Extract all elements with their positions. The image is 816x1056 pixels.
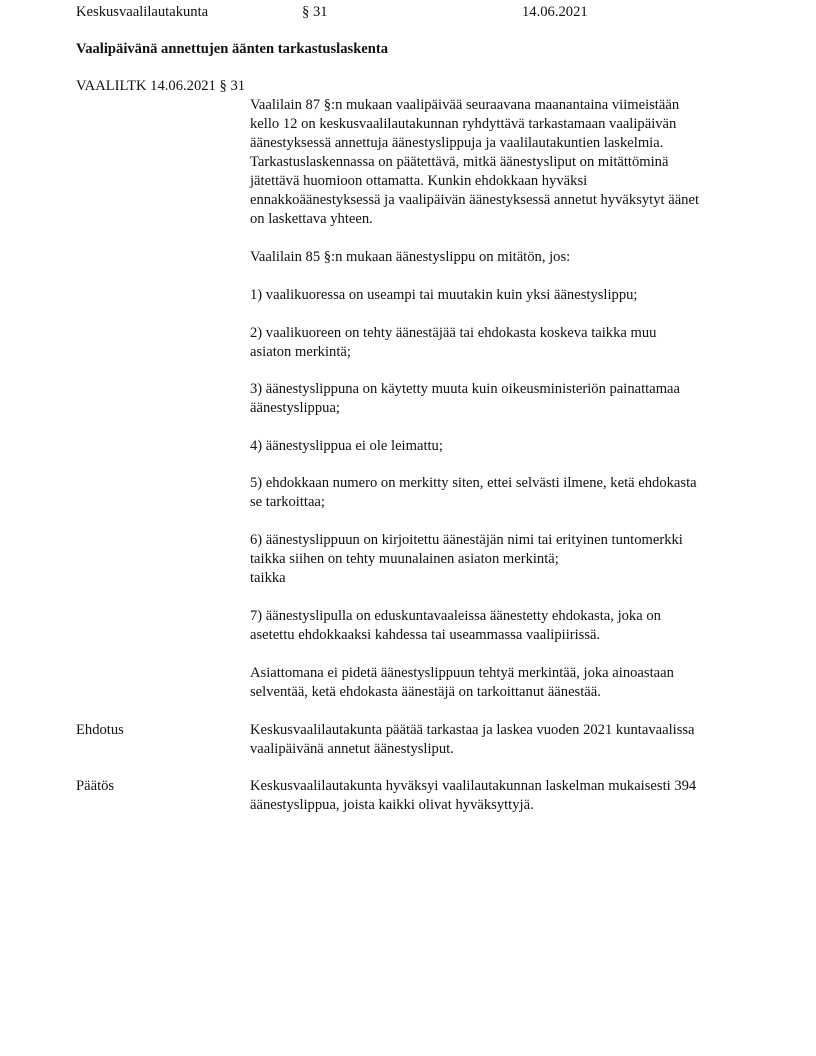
body-paragraph xyxy=(250,324,656,362)
text-line: äänestyksessä annettuja äänestyslippuja ja vaalilautakuntien laskelmia. xyxy=(250,135,664,151)
text-line: 6) äänestyslippuun on kirjoitettu äänestäjän nimi tai erityinen tuntomerkki xyxy=(250,532,683,548)
document-title: Vaalipäivänä annettujen äänten tarkastuslaskenta xyxy=(76,41,389,57)
decision-label: Päätös xyxy=(76,778,115,794)
text-line: se tarkoittaa; xyxy=(250,494,325,510)
text-line: 4) äänestyslippua ei ole leimattu; xyxy=(250,438,443,454)
text-line: 3) äänestyslippuna on käytetty muuta kuin oikeusministeriön painattamaa xyxy=(250,381,681,397)
reference-line: VAALILTK 14.06.2021 § 31 xyxy=(76,78,246,94)
decision-text xyxy=(250,777,696,815)
text-line: Vaalilain 85 §:n mukaan äänestyslippu on mitätön, jos: xyxy=(250,249,571,265)
header-date: 14.06.2021 xyxy=(522,4,588,20)
body-paragraph xyxy=(250,474,697,512)
text-line: kello 12 on keskusvaalilautakunnan ryhdyttävä tarkastamaan vaalipäivän xyxy=(250,116,677,132)
text-line: jätettävä huomioon ottamatta. Kunkin ehdokkaan hyväksi xyxy=(250,173,588,189)
text-line: äänestyslippua; xyxy=(250,400,340,416)
body-paragraph xyxy=(250,664,674,702)
body-paragraph xyxy=(250,437,443,456)
body-paragraph xyxy=(250,286,637,305)
text-line: äänestyslippua, joista kaikki olivat hyväksyttyjä. xyxy=(250,797,534,813)
body-paragraph xyxy=(250,607,661,645)
text-line: taikka siihen on tehty muunalainen asiaton merkintä; xyxy=(250,551,559,567)
text-line: Keskusvaalilautakunta päätää tarkastaa ja laskea vuoden 2021 kuntavaalissa xyxy=(250,722,695,738)
text-line: 7) äänestyslipulla on eduskuntavaaleissa äänestetty ehdokasta, joka on xyxy=(250,608,661,624)
header-committee: Keskusvaalilautakunta xyxy=(76,4,209,20)
text-line: taikka xyxy=(250,570,286,586)
text-line: vaalipäivänä annetut äänestysliput. xyxy=(250,741,454,757)
proposal-label: Ehdotus xyxy=(76,722,124,738)
text-line: asetettu ehdokkaaksi kahdessa tai useammassa vaalipiirissä. xyxy=(250,627,601,643)
body-paragraph xyxy=(250,248,570,267)
text-line: selventää, ketä ehdokasta äänestäjä on tarkoittanut äänestää. xyxy=(250,684,601,700)
text-line: Vaalilain 87 §:n mukaan vaalipäivää seuraavana maanantaina viimeistään xyxy=(250,97,680,113)
text-line: 5) ehdokkaan numero on merkitty siten, ettei selvästi ilmene, ketä ehdokasta xyxy=(250,475,697,491)
body-paragraph xyxy=(250,96,699,229)
text-line: 2) vaalikuoreen on tehty äänestäjää tai ehdokasta koskeva taikka muu xyxy=(250,325,657,341)
text-line: on laskettava yhteen. xyxy=(250,211,373,227)
header-section: § 31 xyxy=(302,4,328,20)
proposal-text xyxy=(250,721,695,759)
text-line: Tarkastuslaskennassa on päätettävä, mitkä äänestysliput on mitättöminä xyxy=(250,154,669,170)
body-paragraph xyxy=(250,380,680,418)
text-line: 1) vaalikuoressa on useampi tai muutakin kuin yksi äänestyslippu; xyxy=(250,287,638,303)
text-line: asiaton merkintä; xyxy=(250,344,351,360)
text-line: ennakkoäänestyksessä ja vaalipäivän äänestyksessä annetut hyväksytyt äänet xyxy=(250,192,700,208)
text-line: Asiattomana ei pidetä äänestyslippuun tehtyä merkintää, joka ainoastaan xyxy=(250,665,674,681)
body-paragraph xyxy=(250,531,683,588)
text-line: Keskusvaalilautakunta hyväksyi vaalilautakunnan laskelman mukaisesti 394 xyxy=(250,778,697,794)
